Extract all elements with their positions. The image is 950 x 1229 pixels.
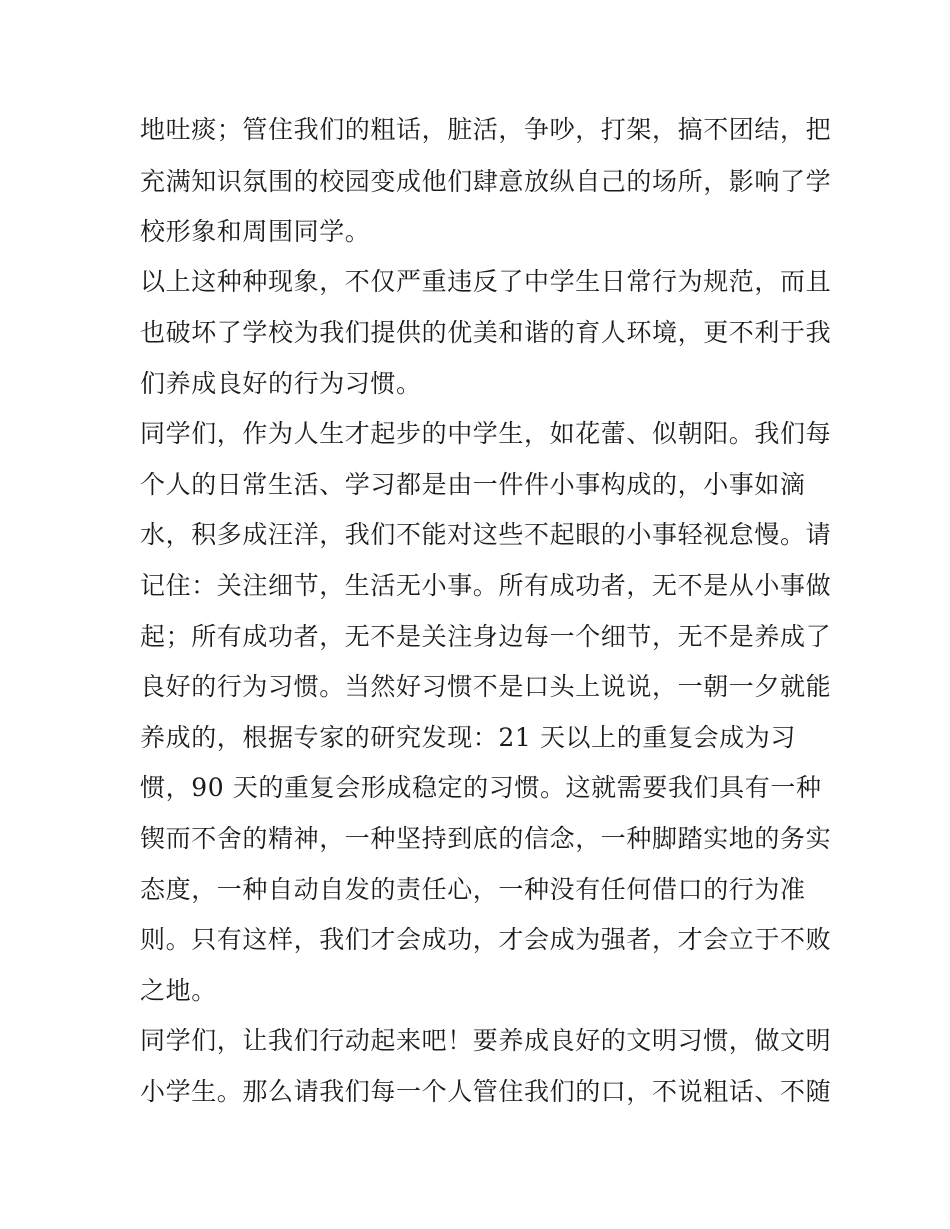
text-line-15: 锲而不舍的精神，一种坚持到底的信念，一种脚踏实地的务实 — [140, 824, 832, 853]
text-line-4: 以上这种种现象，不仅严重违反了中学生日常行为规范，而且 — [140, 267, 832, 296]
text-line-11: 起；所有成功者，无不是关注身边每一个细节，无不是养成了 — [140, 622, 832, 651]
text-line-13: 养成的，根据专家的研究发现：21 天以上的重复会成为习 — [140, 723, 796, 752]
text-line-17: 则。只有这样，我们才会成功，才会成为强者，才会立于不败 — [140, 925, 832, 954]
text-line-2: 充满知识氛围的校园变成他们肆意放纵自己的场所，影响了学 — [140, 167, 832, 196]
text-line-9: 水，积多成汪洋，我们不能对这些不起眼的小事轻视怠慢。请 — [140, 520, 832, 549]
text-line-5: 也破坏了学校为我们提供的优美和谐的育人环境，更不利于我 — [140, 318, 832, 347]
text-line-14: 惯，90 天的重复会形成稳定的习惯。这就需要我们具有一种 — [140, 773, 822, 802]
text-line-6: 们养成良好的行为习惯。 — [140, 369, 422, 398]
text-line-7: 同学们，作为人生才起步的中学生，如花蕾、似朝阳。我们每 — [140, 419, 832, 448]
text-line-20: 小学生。那么请我们每一个人管住我们的口，不说粗话、不随 — [140, 1077, 832, 1106]
text-line-19: 同学们，让我们行动起来吧！要养成良好的文明习惯，做文明 — [140, 1026, 832, 1055]
text-line-16: 态度，一种自动自发的责任心，一种没有任何借口的行为准 — [140, 875, 806, 904]
text-line-18: 之地。 — [140, 976, 217, 1005]
text-line-1: 地吐痰；管住我们的粗话，脏活，争吵，打架，搞不团结，把 — [140, 115, 832, 144]
text-line-10: 记住：关注细节，生活无小事。所有成功者，无不是从小事做 — [140, 571, 832, 600]
text-line-8: 个人的日常生活、学习都是由一件件小事构成的，小事如滴 — [140, 470, 806, 499]
text-line-12: 良好的行为习惯。当然好习惯不是口头上说说，一朝一夕就能 — [140, 672, 832, 701]
text-line-3: 校形象和周围同学。 — [140, 217, 371, 246]
